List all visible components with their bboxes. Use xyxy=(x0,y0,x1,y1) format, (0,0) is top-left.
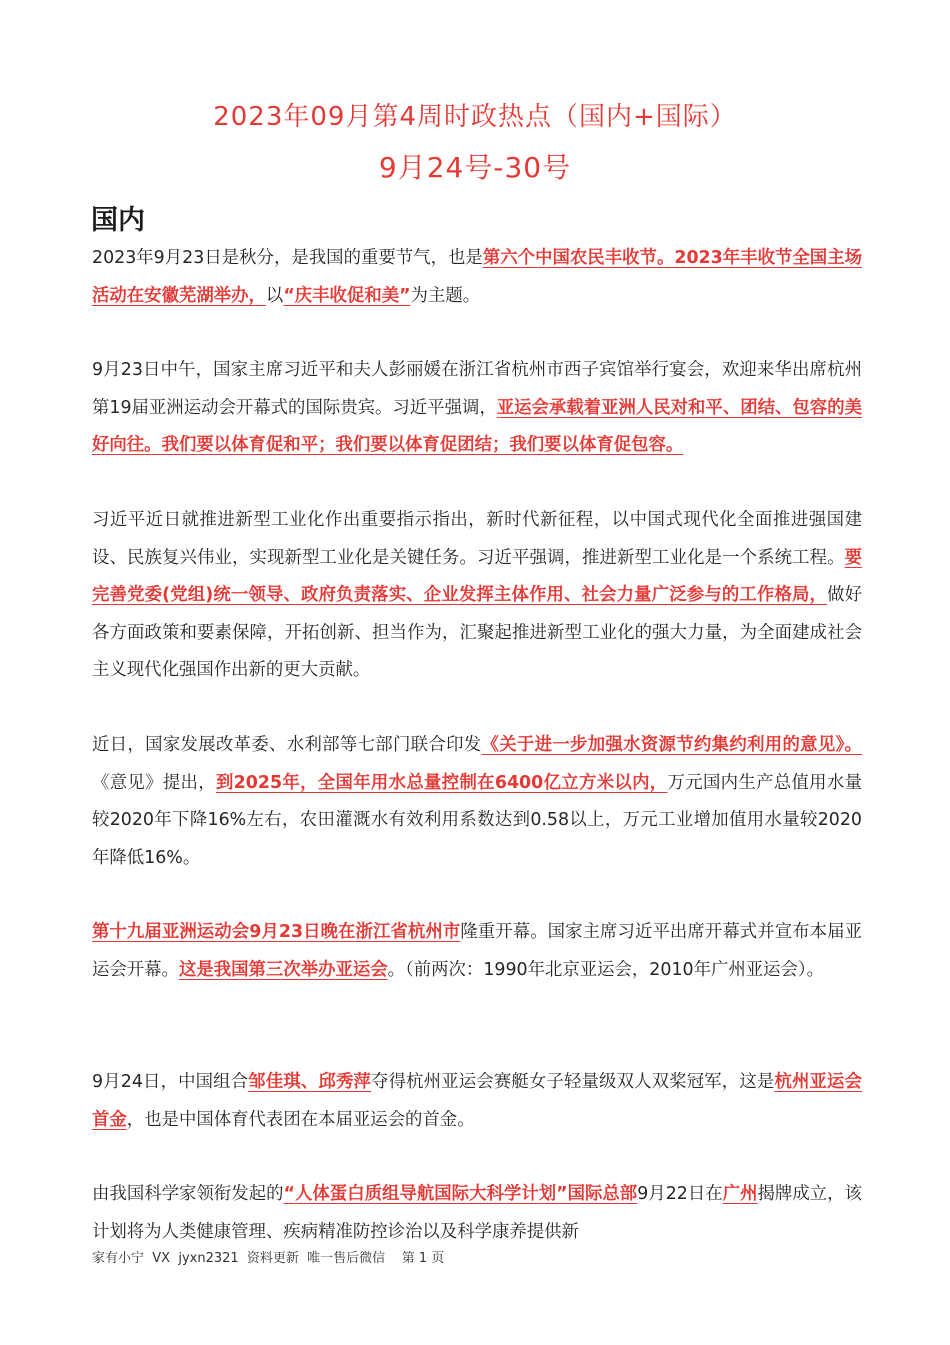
highlighted-text: 《关于进一步加强水资源节约集约利用的意见》。 xyxy=(481,735,862,755)
highlighted-text: 邹佳琪、邱秀萍 xyxy=(248,1072,372,1092)
highlighted-text: 杭州亚运会首金 xyxy=(92,1072,862,1130)
body-text: 以 xyxy=(265,285,284,306)
body-text: 9月22日在 xyxy=(637,1184,723,1204)
body-text: 做好各方面政策和要素保障，开拓创新、担当作为，汇聚起推进新型工业化的强大力量，为全面建成社会主义现代化强国作出新的更大贡献。 xyxy=(92,585,862,680)
body-text: 揭牌成立，该计划将为人类健康管理、疾病精准防控诊治以及科学康养提供新 xyxy=(92,1184,862,1242)
body-text: ，也是中国体育代表团在本届亚运会的首金。 xyxy=(126,1109,475,1130)
paragraph xyxy=(92,727,862,877)
page-number: 第 1 页 xyxy=(401,1251,445,1266)
body-text: 万元国内生产总值用水量较2020年下降16%左右，农田灌溉水有效利用系数达到0.58以上，万元工业增加值用水量较2020年降低16%。 xyxy=(92,772,862,868)
body-text: 为主题。 xyxy=(410,285,481,306)
paragraph xyxy=(92,914,862,989)
body-text: 由我国科学家领衔发起的 xyxy=(92,1184,284,1204)
footer-contact: 家有小宁 VX jyxn2321 资料更新 唯一售后微信 xyxy=(92,1251,386,1266)
body-text: 近日，国家发展改革委、水利部等七部门联合印发 xyxy=(92,735,482,755)
body-text: 9月24日，中国组合 xyxy=(92,1072,249,1092)
highlighted-text: 这是我国第三次举办亚运会 xyxy=(178,959,388,980)
page-footer xyxy=(92,1247,444,1266)
highlighted-text: 到2025年，全国年用水总量控制在6400亿立方米以内， xyxy=(215,772,668,793)
paragraph xyxy=(92,502,862,690)
paragraph xyxy=(92,352,862,465)
highlighted-text: “庆丰收促和美” xyxy=(283,285,411,306)
highlighted-text: 亚运会承载着亚洲人民对和平、团结、包容的美好向往。我们要以体育促和平；我们要以体育促团结；我们要以体育促包容。 xyxy=(92,397,862,455)
section-heading: 国内 xyxy=(91,205,145,236)
document-date-range: 9月24号-30号 xyxy=(378,151,572,184)
body-text: 夺得杭州亚运会赛艇女子轻量级双人双桨冠军，这是 xyxy=(371,1072,775,1092)
body-text: 2023年9月23日是秋分，是我国的重要节气，也是 xyxy=(92,248,483,268)
body-text: 9月23日中午，国家主席习近平和夫人彭丽媛在浙江省杭州市西子宾馆举行宴会，欢迎来华出席杭州第19届亚洲运动会开幕式的国际贵宾。习近平强调， xyxy=(92,360,862,418)
paragraph xyxy=(92,240,862,315)
document-title: 2023年09月第4周时政热点（国内+国际） xyxy=(213,102,737,132)
paragraph xyxy=(92,1064,862,1139)
highlighted-text: 第六个中国农民丰收节。2023年丰收节全国主场活动在安徽芜湖举办， xyxy=(92,248,863,306)
body-text: 。（前两次：1990年北京亚运会，2010年广州亚运会）。 xyxy=(387,959,824,980)
highlighted-text: “人体蛋白质组导航国际大科学计划”国际总部 xyxy=(283,1184,638,1204)
paragraph xyxy=(92,1176,862,1251)
highlighted-text: 第十九届亚洲运动会9月23日晚在浙江省杭州市 xyxy=(92,922,461,942)
highlighted-text: 广州 xyxy=(722,1184,758,1204)
body-text: 习近平近日就推进新型工业化作出重要指示指出，新时代新征程，以中国式现代化全面推进强国建设、民族复兴伟业，实现新型工业化是关键任务。习近平强调，推进新型工业化是一个系统工程。 xyxy=(92,510,862,568)
body-text: 《意见》提出， xyxy=(92,772,216,793)
highlighted-text: 要完善党委(党组)统一领导、政府负责落实、企业发挥主体作用、社会力量广泛参与的工作格局， xyxy=(92,547,862,605)
body-text: 隆重开幕。国家主席习近平出席开幕式并宣布本届亚运会开幕。 xyxy=(92,922,862,980)
